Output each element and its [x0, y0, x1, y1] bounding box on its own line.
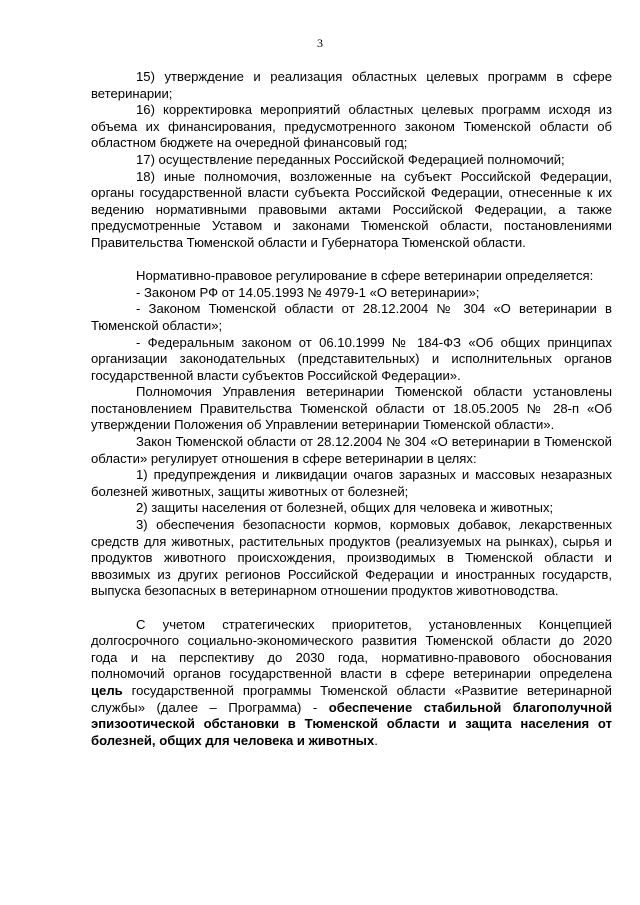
goal-item-3: 3) обеспечения безопасности кормов, кормовых добавок, лекарственных средств для животных, растительных продуктов (реализуемых на рынках), сырья и продуктов животного происхождения, производимых в Тюменской области и ввозимых из других регионов Российской Федерации и иностранных государств, выпуска безопасных в ветеринарном отношении продуктов животноводства. — [91, 517, 612, 599]
goal-item-1: 1) предупреждения и ликвидации очагов заразных и массовых незаразных болезней животных, защиты животных от болезней; — [91, 467, 612, 499]
regulation-intro: Нормативно-правовое регулирование в сфере ветеринарии определяется: — [136, 268, 594, 284]
program-goal-statement: обеспечение стабильной благополучной эпизоотической обстановки в Тюменской области и защита населения от болезней, общих для человека и животных — [91, 699, 612, 748]
list-item-15: 15) утверждение и реализация областных целевых программ в сфере ветеринарии; — [91, 69, 612, 101]
page-number: 3 — [317, 36, 323, 50]
program-goal-paragraph — [91, 617, 612, 750]
conclusion-text-2: государственной программы Тюменской области «Развитие ветеринарной службы» (далее – Программа) - — [91, 682, 612, 715]
list-item-17: 17) осуществление переданных Российской Федерацией полномочий; — [136, 151, 565, 167]
conclusion-end: . — [374, 732, 378, 748]
conclusion-text-1: С учетом стратегических приоритетов, установленных Концепцией долгосрочного социально-экономического развития Тюменской области до 2020 года и на перспективу до 2030 года, нормативно-правового обоснования полномочий органов государственной власти в сфере ветеринарии определена — [91, 616, 612, 682]
law-goals-intro: Закон Тюменской области от 28.12.2004 № 304 «О ветеринарии в Тюменской области» регулирует отношения в сфере ветеринарии в целях: — [91, 434, 612, 466]
powers-paragraph: Полномочия Управления ветеринарии Тюменской области установлены постановлением Правительства Тюменской области от 18.05.2005 № 28-п «Об утверждении Положения об Управлении ветеринарии Тюменской области». — [91, 384, 612, 433]
paragraph-gap — [91, 600, 612, 617]
law-item-2: - Законом Тюменской области от 28.12.2004 № 304 «О ветеринарии в Тюменской области»; — [91, 301, 612, 333]
law-item-3: - Федеральным законом от 06.10.1999 № 184-ФЗ «Об общих принципах организации законодательных (представительных) и исполнительных органов государственной власти субъектов Российской Федерации». — [91, 334, 612, 383]
law-item-1: - Законом РФ от 14.05.1993 № 4979-1 «О ветеринарии»; — [136, 284, 480, 300]
goal-item-2: 2) защиты населения от болезней, общих для человека и животных; — [136, 500, 554, 516]
paragraph-gap — [91, 252, 612, 269]
list-item-18: 18) иные полномочия, возложенные на субъект Российской Федерации, органы государственной власти субъекта Российской Федерации, отнесенные к их ведению нормативными правовыми актами Российской Федерации, а также предусмотренные Уставом и законами Тюменской области, постановлениями Правительства Тюменской области и Губернатора Тюменской области. — [91, 168, 612, 250]
document-body — [91, 69, 612, 749]
list-item-16: 16) корректировка мероприятий областных целевых программ исходя из объема их финансирования, предусмотренного законом Тюменской области об областном бюджете на очередной финансовый год; — [91, 102, 612, 151]
goal-word: цель — [91, 682, 123, 698]
